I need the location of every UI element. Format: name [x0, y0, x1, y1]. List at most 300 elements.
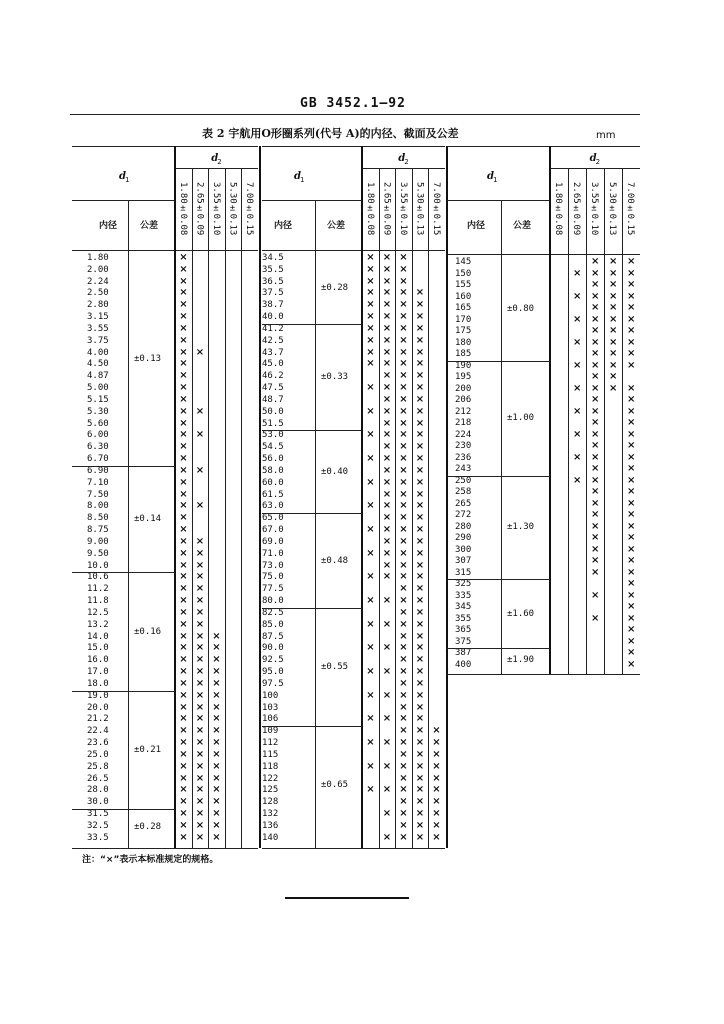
spec-mark: ×	[627, 428, 636, 440]
tolerance-group-rule	[262, 608, 362, 609]
spec-mark: ×	[399, 358, 408, 370]
section-col-divider	[586, 168, 587, 674]
spec-mark: ×	[591, 543, 600, 555]
spec-mark: ×	[399, 772, 408, 784]
inner-diameter-value: 190	[455, 360, 472, 371]
section-col-divider	[241, 168, 242, 848]
tolerance-value: ±0.21	[134, 744, 162, 755]
spec-mark: ×	[195, 796, 205, 808]
spec-mark: ×	[382, 689, 392, 701]
spec-mark: ×	[591, 267, 600, 279]
spec-mark: ×	[415, 713, 425, 725]
spec-mark: ×	[399, 287, 408, 299]
spec-mark: ×	[179, 382, 188, 394]
spec-mark: ×	[627, 405, 636, 417]
section-size-header: 5.30±0.13	[607, 182, 617, 236]
inner-diameter-value: 6.70	[87, 454, 109, 465]
inner-diameter-value: 365	[455, 625, 472, 635]
spec-mark: ×	[366, 299, 375, 311]
spec-mark: ×	[627, 463, 636, 474]
spec-mark: ×	[627, 313, 636, 325]
section-col-divider	[412, 168, 413, 848]
spec-mark: ×	[415, 654, 425, 666]
spec-mark: ×	[179, 441, 188, 453]
spec-mark: ×	[382, 370, 392, 382]
spec-mark: ×	[627, 601, 636, 612]
spec-mark: ×	[573, 474, 582, 486]
tolerance-value: ±1.90	[507, 654, 535, 665]
inner-diameter-value: 195	[455, 372, 472, 382]
spec-mark: ×	[591, 589, 600, 601]
spec-mark: ×	[399, 784, 408, 796]
spec-mark: ×	[627, 532, 636, 543]
inner-diameter-value: 3.75	[87, 335, 109, 346]
spec-mark: ×	[382, 618, 392, 630]
spec-mark: ×	[415, 808, 425, 819]
inner-diameter-value: 265	[455, 498, 472, 509]
spec-mark: ×	[415, 512, 425, 524]
d1-subheader-rule	[72, 200, 175, 201]
inner-diameter-value: 325	[455, 579, 472, 589]
spec-mark: ×	[573, 267, 582, 279]
tolerance-group-rule	[262, 513, 362, 514]
spec-mark: ×	[415, 346, 425, 358]
inner-diameter-value: 206	[455, 395, 472, 405]
spec-mark: ×	[382, 595, 392, 607]
inner-diameter-value: 160	[455, 291, 472, 302]
spec-mark: ×	[415, 642, 425, 654]
inner-diameter-value: 10.6	[87, 572, 109, 583]
inner-diameter-value: 136	[262, 820, 279, 831]
spec-mark: ×	[591, 313, 600, 325]
spec-mark: ×	[415, 760, 425, 772]
spec-mark: ×	[432, 772, 441, 784]
spec-mark: ×	[382, 358, 392, 370]
spec-mark: ×	[212, 831, 221, 843]
spec-mark: ×	[195, 630, 205, 642]
tolerance-group-rule	[447, 579, 550, 580]
spec-mark: ×	[627, 589, 636, 601]
spec-mark: ×	[179, 618, 188, 630]
panel-top-rule	[262, 146, 445, 147]
spec-mark: ×	[382, 476, 392, 488]
inner-diameter-value: 155	[455, 280, 472, 290]
panel-divider	[446, 146, 448, 848]
spec-mark: ×	[382, 535, 392, 547]
tolerance-group-rule	[262, 726, 362, 727]
spec-mark: ×	[573, 405, 582, 417]
spec-mark: ×	[179, 772, 188, 784]
standard-code: GB 3452.1—92	[300, 96, 406, 111]
inner-diameter-value: 8.00	[87, 501, 109, 512]
spec-mark: ×	[399, 500, 408, 512]
tolerance-group-rule	[72, 572, 175, 573]
section-col-divider	[208, 168, 209, 848]
sections-header-rule	[550, 168, 640, 169]
inner-diameter-value: 45.0	[262, 359, 284, 370]
spec-mark: ×	[415, 772, 425, 784]
spec-mark: ×	[399, 654, 408, 666]
spec-mark: ×	[415, 595, 425, 607]
spec-mark: ×	[179, 571, 188, 583]
inner-diameter-value: 118	[262, 761, 279, 772]
spec-mark: ×	[573, 359, 582, 371]
inner-diameter-value: 109	[262, 726, 279, 737]
spec-mark: ×	[195, 677, 205, 689]
spec-mark: ×	[399, 595, 408, 607]
inner-diameter-value: 58.0	[262, 465, 284, 476]
spec-mark: ×	[382, 488, 392, 500]
inner-diameter-value: 335	[455, 590, 472, 601]
spec-mark: ×	[366, 618, 375, 630]
spec-mark: ×	[382, 737, 392, 749]
spec-mark: ×	[591, 428, 600, 440]
sections-divider	[549, 146, 551, 674]
spec-mark: ×	[627, 359, 636, 371]
spec-mark: ×	[382, 334, 392, 346]
spec-mark: ×	[179, 630, 188, 642]
panel-header-rule	[262, 250, 445, 251]
inner-diameter-value: 67.0	[262, 525, 284, 536]
inner-diameter-value: 25.8	[87, 761, 109, 772]
spec-mark: ×	[609, 371, 618, 382]
inner-diameter-value: 7.50	[87, 489, 109, 500]
inner-diameter-value: 48.7	[262, 394, 284, 405]
spec-mark: ×	[591, 497, 600, 509]
section-size-header: 7.00±0.15	[431, 182, 441, 236]
spec-mark: ×	[415, 784, 425, 796]
spec-mark: ×	[382, 252, 392, 263]
spec-mark: ×	[627, 647, 636, 658]
spec-mark: ×	[591, 290, 600, 302]
d1-subheader-rule	[447, 200, 550, 201]
spec-mark: ×	[399, 677, 408, 689]
inner-diameter-value: 54.5	[262, 442, 284, 453]
spec-mark: ×	[366, 571, 375, 583]
tolerance-value: ±1.60	[507, 608, 535, 619]
spec-mark: ×	[432, 737, 441, 749]
spec-mark: ×	[415, 441, 425, 453]
inner-diameter-value: 280	[455, 521, 472, 532]
section-size-header: 3.55±0.10	[589, 182, 599, 236]
inner-diameter-value: 387	[455, 648, 472, 658]
spec-mark: ×	[195, 535, 205, 547]
spec-mark: ×	[415, 405, 425, 417]
spec-mark: ×	[382, 322, 392, 334]
tolerance-group-rule	[447, 476, 550, 477]
d2-header: d	[398, 153, 406, 164]
spec-mark: ×	[382, 642, 392, 654]
spec-mark: ×	[382, 429, 392, 441]
inner-diameter-value: 75.0	[262, 572, 284, 583]
inner-diameter-value: 5.60	[87, 418, 109, 429]
spec-mark: ×	[179, 796, 188, 808]
inner-diameter-value: 33.5	[87, 832, 109, 843]
inner-diameter-value: 224	[455, 429, 472, 440]
inner-tol-divider	[501, 200, 502, 674]
spec-mark: ×	[399, 370, 408, 382]
tolerance-header: 公差	[140, 221, 159, 231]
spec-mark: ×	[195, 606, 205, 618]
spec-mark: ×	[609, 279, 618, 290]
tolerance-group-rule	[72, 466, 175, 467]
spec-mark: ×	[609, 325, 618, 336]
spec-mark: ×	[399, 382, 408, 394]
inner-diameter-value: 41.2	[262, 323, 284, 334]
spec-mark: ×	[573, 336, 582, 348]
inner-diameter-value: 272	[455, 510, 472, 520]
spec-mark: ×	[366, 405, 375, 417]
spec-mark: ×	[415, 429, 425, 441]
spec-mark: ×	[382, 417, 392, 429]
spec-mark: ×	[179, 760, 188, 772]
inner-diameter-value: 47.5	[262, 383, 284, 394]
spec-mark: ×	[627, 451, 636, 463]
spec-mark: ×	[399, 642, 408, 654]
tolerance-value: ±0.33	[321, 372, 349, 383]
inner-diameter-value: 25.0	[87, 749, 109, 760]
inner-diameter-value: 185	[455, 349, 472, 359]
footnote: 注：“×”表示本标准规定的规格。	[82, 855, 219, 865]
inner-diameter-value: 212	[455, 406, 472, 417]
inner-diameter-value: 400	[455, 659, 472, 670]
spec-mark: ×	[399, 393, 408, 405]
inner-diameter-value: 6.30	[87, 442, 109, 453]
spec-mark: ×	[609, 382, 618, 394]
d2-subscript: 2	[217, 158, 222, 166]
spec-mark: ×	[195, 429, 205, 441]
spec-mark: ×	[399, 252, 408, 263]
spec-mark: ×	[609, 267, 618, 279]
tolerance-value: ±0.80	[507, 303, 535, 314]
tolerance-value: ±1.00	[507, 413, 535, 423]
spec-mark: ×	[627, 336, 636, 348]
spec-mark: ×	[366, 287, 375, 299]
spec-mark: ×	[382, 453, 392, 465]
inner-tol-divider	[128, 200, 129, 848]
inner-diameter-value: 8.50	[87, 513, 109, 524]
spec-mark: ×	[399, 666, 408, 678]
inner-diameter-value: 2.80	[87, 300, 109, 311]
inner-diameter-value: 2.24	[87, 276, 109, 287]
section-size-header: 7.00±0.15	[244, 182, 254, 236]
spec-mark: ×	[195, 737, 205, 749]
spec-mark: ×	[415, 571, 425, 583]
spec-mark: ×	[399, 322, 408, 334]
inner-diameter-value: 140	[262, 832, 279, 843]
spec-mark: ×	[627, 612, 636, 624]
spec-mark: ×	[573, 451, 582, 463]
inner-diameter-value: 2.00	[87, 264, 109, 275]
inner-diameter-value: 290	[455, 533, 472, 543]
d1-subscript: 1	[300, 176, 305, 184]
spec-mark: ×	[382, 382, 392, 394]
inner-diameter-value: 92.5	[262, 655, 284, 666]
spec-mark: ×	[627, 417, 636, 428]
d1-subheader-rule	[262, 200, 362, 201]
spec-mark: ×	[195, 725, 205, 737]
spec-mark: ×	[366, 713, 375, 725]
tolerance-value: ±0.13	[134, 354, 162, 365]
spec-mark: ×	[179, 701, 188, 713]
spec-mark: ×	[195, 819, 205, 831]
spec-mark: ×	[609, 359, 618, 371]
panel-bottom-rule	[262, 848, 445, 849]
spec-mark: ×	[591, 451, 600, 463]
spec-mark: ×	[627, 267, 636, 279]
inner-diameter-value: 355	[455, 613, 472, 624]
spec-mark: ×	[212, 737, 221, 749]
sections-divider	[174, 146, 176, 848]
spec-mark: ×	[415, 393, 425, 405]
inner-diameter-value: 73.0	[262, 560, 284, 571]
spec-mark: ×	[179, 252, 188, 263]
spec-mark: ×	[366, 382, 375, 394]
spec-mark: ×	[573, 382, 582, 394]
section-col-divider	[395, 168, 396, 848]
spec-mark: ×	[591, 509, 600, 520]
inner-diameter-value: 17.0	[87, 667, 109, 678]
inner-diameter-value: 90.0	[262, 643, 284, 654]
spec-mark: ×	[212, 748, 221, 760]
spec-mark: ×	[399, 299, 408, 311]
spec-mark: ×	[399, 630, 408, 642]
spec-mark: ×	[399, 618, 408, 630]
spec-mark: ×	[415, 311, 425, 323]
inner-diameter-value: 77.5	[262, 584, 284, 595]
spec-mark: ×	[627, 566, 636, 578]
spec-mark: ×	[212, 677, 221, 689]
spec-mark: ×	[179, 748, 188, 760]
inner-diameter-value: 106	[262, 714, 279, 725]
spec-mark: ×	[179, 464, 188, 476]
spec-mark: ×	[382, 311, 392, 323]
inner-diameter-value: 82.5	[262, 607, 284, 618]
inner-diameter-value: 250	[455, 475, 472, 486]
spec-mark: ×	[179, 713, 188, 725]
section-col-divider	[428, 168, 429, 848]
tolerance-group-rule	[447, 361, 550, 362]
panel-top-rule	[447, 146, 640, 147]
spec-mark: ×	[382, 524, 392, 536]
inner-diameter-value: 11.8	[87, 596, 109, 607]
spec-mark: ×	[195, 464, 205, 476]
inner-diameter-value: 243	[455, 464, 472, 474]
spec-mark: ×	[415, 748, 425, 760]
spec-mark: ×	[399, 713, 408, 725]
spec-mark: ×	[366, 689, 375, 701]
spec-mark: ×	[366, 524, 375, 536]
spec-mark: ×	[399, 760, 408, 772]
inner-diameter-value: 132	[262, 809, 279, 819]
spec-mark: ×	[195, 784, 205, 796]
spec-mark: ×	[366, 642, 375, 654]
tolerance-value: ±0.28	[321, 283, 349, 294]
spec-mark: ×	[366, 252, 375, 263]
spec-mark: ×	[179, 334, 188, 346]
spec-mark: ×	[179, 808, 188, 819]
section-size-header: 5.30±0.13	[227, 182, 238, 236]
spec-mark: ×	[432, 760, 441, 772]
spec-mark: ×	[415, 488, 425, 500]
spec-mark: ×	[195, 618, 205, 630]
spec-mark: ×	[366, 322, 375, 334]
spec-mark: ×	[399, 476, 408, 488]
spec-mark: ×	[382, 784, 392, 796]
spec-mark: ×	[179, 559, 188, 571]
tolerance-value: ±0.40	[321, 466, 349, 477]
inner-diameter-value: 8.75	[87, 525, 109, 536]
inner-diameter-value: 31.5	[87, 809, 109, 819]
spec-mark: ×	[609, 302, 618, 313]
spec-mark: ×	[415, 630, 425, 642]
spec-mark: ×	[399, 535, 408, 547]
inner-diameter-value: 300	[455, 544, 472, 555]
spec-mark: ×	[366, 666, 375, 678]
spec-mark: ×	[382, 393, 392, 405]
inner-diameter-value: 14.0	[87, 631, 109, 642]
spec-mark: ×	[432, 796, 441, 808]
sections-divider	[361, 146, 363, 848]
inner-diameter-value: 50.0	[262, 406, 284, 417]
inner-diameter-value: 125	[262, 785, 279, 796]
spec-mark: ×	[366, 275, 375, 287]
spec-mark: ×	[415, 831, 425, 843]
spec-mark: ×	[591, 371, 600, 382]
spec-mark: ×	[591, 612, 600, 624]
inner-diameter-value: 30.0	[87, 797, 109, 808]
d2-subscript: 2	[404, 158, 409, 166]
spec-mark: ×	[415, 737, 425, 749]
spec-mark: ×	[195, 760, 205, 772]
spec-mark: ×	[591, 463, 600, 474]
spec-mark: ×	[179, 819, 188, 831]
spec-mark: ×	[627, 290, 636, 302]
section-size-header: 1.80±0.08	[178, 182, 188, 236]
spec-mark: ×	[627, 440, 636, 451]
spec-mark: ×	[179, 606, 188, 618]
spec-mark: ×	[195, 559, 205, 571]
spec-mark: ×	[591, 474, 600, 486]
spec-mark: ×	[415, 547, 425, 559]
inner-diameter-value: 5.30	[87, 406, 109, 417]
spec-mark: ×	[179, 263, 188, 275]
inner-diameter-value: 34.5	[262, 253, 284, 263]
inner-diameter-value: 175	[455, 326, 472, 336]
d2-header: d	[589, 153, 597, 164]
panel-top-rule	[72, 146, 258, 147]
spec-mark: ×	[382, 441, 392, 453]
spec-mark: ×	[382, 666, 392, 678]
spec-mark: ×	[195, 689, 205, 701]
section-col-divider	[622, 168, 623, 674]
sections-header-rule	[362, 168, 445, 169]
spec-mark: ×	[399, 524, 408, 536]
inner-diameter-value: 236	[455, 452, 472, 463]
panel-divider	[259, 146, 261, 848]
inner-diameter-value: 375	[455, 636, 472, 647]
spec-mark: ×	[399, 405, 408, 417]
inner-diameter-value: 53.0	[262, 430, 284, 441]
inner-diameter-value: 69.0	[262, 536, 284, 547]
spec-mark: ×	[627, 520, 636, 532]
inner-diameter-value: 42.5	[262, 335, 284, 346]
spec-mark: ×	[195, 500, 205, 512]
inner-diameter-value: 5.15	[87, 394, 109, 405]
spec-mark: ×	[432, 725, 441, 737]
spec-mark: ×	[415, 524, 425, 536]
inner-diameter-value: 345	[455, 602, 472, 612]
